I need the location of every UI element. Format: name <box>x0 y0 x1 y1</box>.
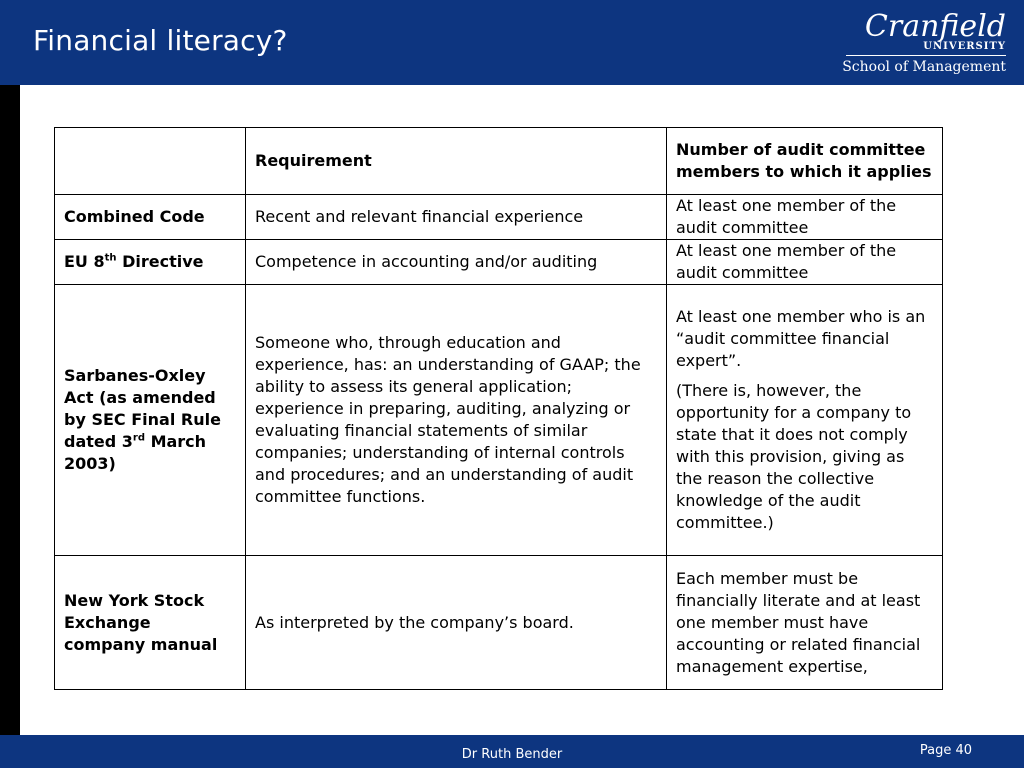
row-label <box>55 285 246 556</box>
ordinal-suffix: th <box>104 252 117 264</box>
row-label-text: Directive <box>116 252 204 271</box>
header-cell-requirement: Requirement <box>246 128 667 195</box>
row-applies <box>667 285 943 556</box>
applies-paragraph: At least one member who is an “audit committee financial expert”. <box>676 307 926 370</box>
page-number: Page 40 <box>919 743 972 758</box>
header-cell-empty <box>55 128 246 195</box>
logo-university: UNIVERSITY <box>923 41 1006 52</box>
row-label <box>55 240 246 285</box>
literacy-table <box>54 127 943 690</box>
row-requirement: Recent and relevant financial experience <box>246 195 667 240</box>
logo-divider <box>846 55 1006 56</box>
table-row <box>55 285 943 556</box>
ordinal-suffix: rd <box>132 432 145 444</box>
table-row <box>55 556 943 690</box>
slide-footer <box>0 735 1024 768</box>
row-requirement: As interpreted by the company’s board. <box>246 556 667 690</box>
table-header-row <box>55 128 943 195</box>
slide-header <box>0 0 1024 85</box>
cranfield-logo <box>836 10 1006 80</box>
table-row <box>55 195 943 240</box>
slide-title: Financial literacy? <box>33 24 288 57</box>
logo-name: Cranfield <box>864 9 1006 44</box>
row-requirement: Competence in accounting and/or auditing <box>246 240 667 285</box>
table-row <box>55 240 943 285</box>
row-label-text: EU 8 <box>64 252 105 271</box>
row-label-text: Sarbanes-Oxley Act (as amended by SEC Final Rule dated 3 <box>64 366 221 451</box>
row-label: Combined Code <box>55 195 246 240</box>
left-accent-bar <box>0 85 20 735</box>
applies-paragraph: (There is, however, the opportunity for a company to state that it does not comply with this provision, giving as the reason the collective knowledge of the audit committee.) <box>676 381 912 532</box>
logo-school: School of Management <box>842 59 1006 75</box>
header-cell-members: Number of audit committee members to which it applies <box>667 128 943 195</box>
row-applies: Each member must be financially literate and at least one member must have accounting or related financial management expertise, <box>667 556 943 690</box>
row-requirement: Someone who, through education and experience, has: an understanding of GAAP; the ability to assess its general application; experience in preparing, auditing, analyzing or evaluating financial statements of similar companies; understanding of internal controls and procedures; and an understanding of audit committee functions. <box>246 285 667 556</box>
row-label: New York Stock Exchange company manual <box>55 556 246 690</box>
footer-author: Dr Ruth Bender <box>461 747 563 762</box>
row-applies: At least one member of the audit committee <box>667 195 943 240</box>
row-applies: At least one member of the audit committee <box>667 240 943 285</box>
row-label-text: March 2003) <box>64 432 207 473</box>
